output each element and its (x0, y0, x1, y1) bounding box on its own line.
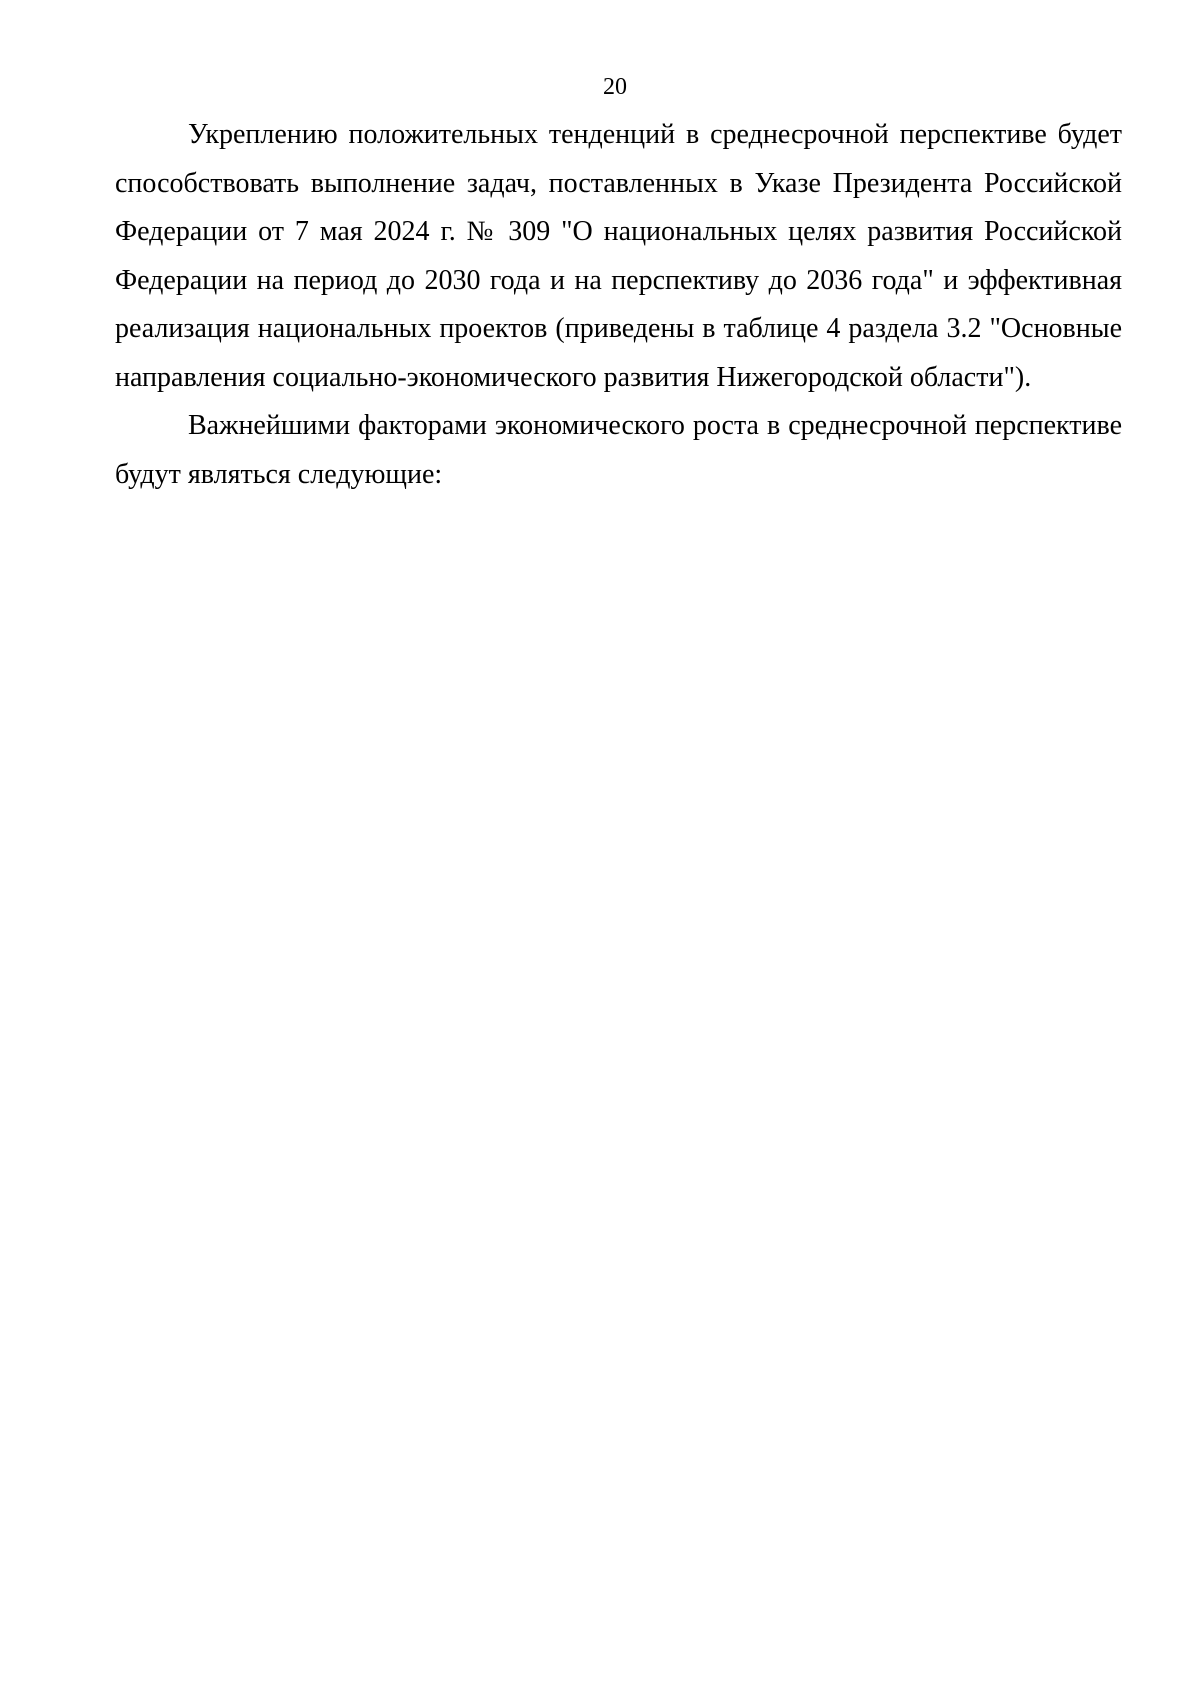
document-body (115, 111, 1122, 499)
paragraph-growth-factors: Важнейшими факторами экономического роста в среднесрочной перспективе будут являться следующие: (115, 410, 1122, 490)
paragraph-national-goals: Укреплению положительных тенденций в среднесрочной перспективе будет способствовать выполнение задач, поставленных в Указе Президента Российской Федерации от 7 мая 2024 г. № 309 "О национальных целях развития Российской Федерации на период до 2030 года и на перспективу до 2036 года" и эффективная реализация национальных проектов (приведены в таблице 4 раздела 3.2 "Основные направления социально-экономического развития Нижегородской области"). (115, 119, 1122, 393)
page-number: 20 (603, 74, 627, 100)
